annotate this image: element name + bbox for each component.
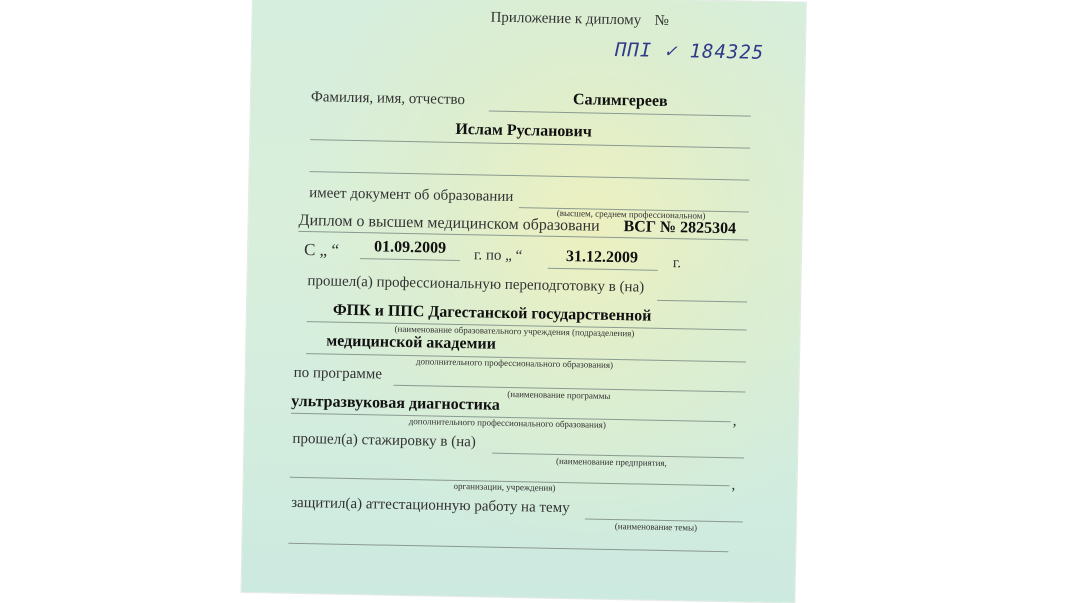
institution-line1-value: ФПК и ППС Дагестанской государственной	[332, 301, 652, 325]
date-to-line	[548, 268, 658, 271]
year-to-label: г. по „ “	[473, 247, 523, 265]
internship-comma: ,	[731, 477, 736, 494]
name-line	[310, 139, 750, 148]
program-hint2: дополнительного профессионального образования)	[408, 416, 606, 430]
institution-line2-value: медицинской академии	[326, 332, 497, 353]
institution-hint2: дополнительного профессионального образования)	[415, 356, 614, 370]
has-document-label: имеет документ об образовании	[308, 185, 514, 206]
year-label: г.	[672, 255, 682, 272]
number-sign: №	[654, 12, 669, 29]
name-patronymic-value: Ислам Русланович	[455, 120, 593, 141]
institution-hint1: (наименование образовательного учреждения (подразделения)	[394, 323, 635, 339]
internship-hint2: организации, учреждения)	[453, 480, 556, 493]
date-to-value: 31.12.2009	[565, 248, 639, 267]
edu-document-value: Диплом о высшем медицинском образовани	[298, 211, 600, 235]
surname-value: Салимгереев	[572, 91, 668, 110]
program-hint1: (наименование программы	[507, 388, 611, 401]
thesis-label: защитил(а) аттестационную работу на тему	[291, 494, 570, 517]
empty-line-1	[310, 171, 750, 180]
handwritten-number: ППI ✓ 184325	[614, 38, 765, 64]
diploma-number-value: ВСГ № 2825304	[623, 218, 737, 238]
date-from-value: 01.09.2009	[373, 238, 447, 257]
program-label: по программе	[293, 364, 383, 383]
diploma-appendix-sheet	[241, 0, 805, 603]
document-title: Приложение к диплому	[490, 9, 642, 29]
program-comma: ,	[732, 413, 737, 430]
edu-hint: (высшем, среднем профессиональном)	[556, 207, 706, 221]
internship-hint1: (наименование предприятия,	[555, 455, 667, 469]
from-label: С „ “	[303, 240, 340, 260]
thesis-hint: (наименование темы)	[614, 521, 698, 533]
program-name-value: ультразвуковая диагностика	[290, 392, 501, 414]
internship-label: прошел(а) стажировку в (на)	[292, 430, 477, 451]
retraining-label: прошел(а) профессиональную переподготовку в (на)	[307, 273, 645, 296]
date-from-line	[360, 258, 460, 261]
fio-line	[489, 111, 751, 117]
thesis-line2	[288, 543, 728, 552]
fio-label: Фамилия, имя, отчество	[310, 89, 466, 109]
retraining-line	[657, 300, 747, 303]
